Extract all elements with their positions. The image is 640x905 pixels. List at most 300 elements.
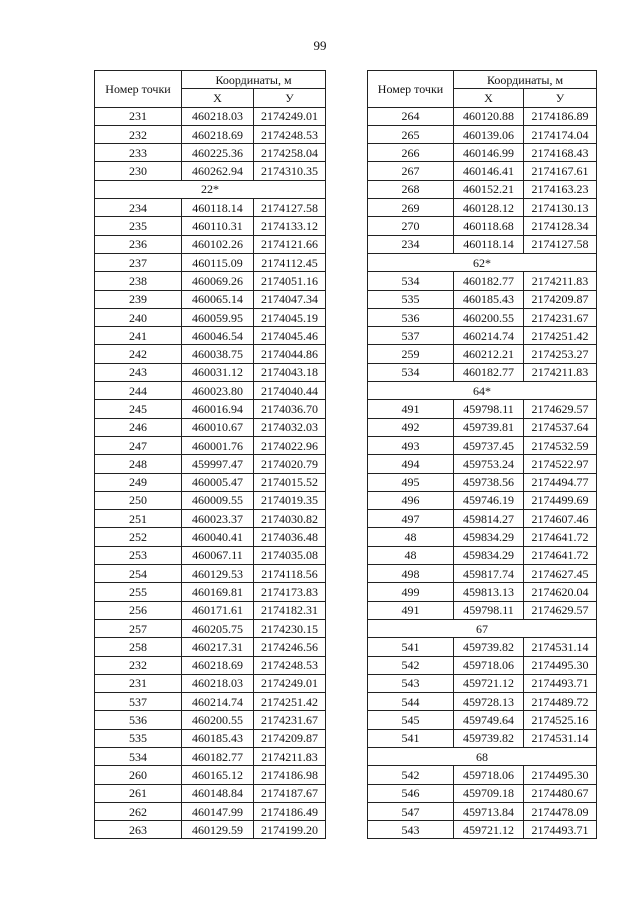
y-coordinate-cell: 2174230.15: [254, 619, 326, 637]
table-row: [368, 345, 597, 363]
y-coordinate-cell: 2174036.70: [254, 400, 326, 418]
table-row: [95, 345, 326, 363]
point-number-cell: 252: [95, 528, 182, 546]
point-number-cell: 232: [95, 656, 182, 674]
table-row: [95, 747, 326, 765]
x-coordinate-cell: 460185.43: [182, 729, 254, 747]
table-row: [95, 729, 326, 747]
table-row: [368, 455, 597, 473]
section-label: 68: [368, 747, 597, 765]
table-row: [95, 107, 326, 125]
table-row: [368, 473, 597, 491]
x-coordinate-cell: 459746.19: [454, 491, 524, 509]
table-row: [95, 821, 326, 839]
table-row: [368, 107, 597, 125]
point-number-cell: 230: [95, 162, 182, 180]
y-coordinate-cell: 2174310.35: [254, 162, 326, 180]
y-coordinate-cell: 2174186.89: [524, 107, 597, 125]
point-number-cell: 535: [368, 290, 454, 308]
x-coordinate-cell: 460065.14: [182, 290, 254, 308]
point-number-cell: 534: [368, 272, 454, 290]
y-coordinate-cell: 2174121.66: [254, 235, 326, 253]
point-number-cell: 251: [95, 510, 182, 528]
point-number-cell: 246: [95, 418, 182, 436]
point-number-cell: 544: [368, 693, 454, 711]
x-coordinate-cell: 460023.37: [182, 510, 254, 528]
table-row: [368, 290, 597, 308]
table-row: [368, 565, 597, 583]
y-coordinate-cell: 2174045.46: [254, 327, 326, 345]
point-number-cell: 254: [95, 565, 182, 583]
point-number-cell: 494: [368, 455, 454, 473]
point-number-cell: 541: [368, 638, 454, 656]
x-coordinate-cell: 459997.47: [182, 455, 254, 473]
table-row: [368, 711, 597, 729]
header-x: X: [182, 89, 254, 107]
header-coordinates: Координаты, м: [182, 71, 326, 89]
y-coordinate-cell: 2174607.46: [524, 510, 597, 528]
x-coordinate-cell: 459721.12: [454, 821, 524, 839]
x-coordinate-cell: 459737.45: [454, 436, 524, 454]
x-coordinate-cell: 460102.26: [182, 235, 254, 253]
point-number-cell: 245: [95, 400, 182, 418]
y-coordinate-cell: 2174051.16: [254, 272, 326, 290]
y-coordinate-cell: 2174130.13: [524, 199, 597, 217]
y-coordinate-cell: 2174629.57: [524, 400, 597, 418]
x-coordinate-cell: 459721.12: [454, 674, 524, 692]
y-coordinate-cell: 2174493.71: [524, 821, 597, 839]
y-coordinate-cell: 2174209.87: [524, 290, 597, 308]
point-number-cell: 247: [95, 436, 182, 454]
point-number-cell: 257: [95, 619, 182, 637]
point-number-cell: 264: [368, 107, 454, 125]
y-coordinate-cell: 2174251.42: [524, 327, 597, 345]
x-coordinate-cell: 460182.77: [454, 272, 524, 290]
table-row: [368, 327, 597, 345]
point-number-cell: 266: [368, 144, 454, 162]
point-number-cell: 497: [368, 510, 454, 528]
point-number-cell: 255: [95, 583, 182, 601]
header-x: X: [454, 89, 524, 107]
point-number-cell: 543: [368, 821, 454, 839]
y-coordinate-cell: 2174629.57: [524, 601, 597, 619]
section-label: 67: [368, 619, 597, 637]
x-coordinate-cell: 460016.94: [182, 400, 254, 418]
x-coordinate-cell: 460001.76: [182, 436, 254, 454]
x-coordinate-cell: 460171.61: [182, 601, 254, 619]
x-coordinate-cell: 459739.82: [454, 638, 524, 656]
table-row: [95, 308, 326, 326]
table-row: [368, 656, 597, 674]
table-row: [368, 436, 597, 454]
y-coordinate-cell: 2174209.87: [254, 729, 326, 747]
point-number-cell: 537: [95, 693, 182, 711]
x-coordinate-cell: 460009.55: [182, 491, 254, 509]
section-row: [368, 747, 597, 765]
x-coordinate-cell: 460023.80: [182, 382, 254, 400]
point-number-cell: 546: [368, 784, 454, 802]
x-coordinate-cell: 459834.29: [454, 528, 524, 546]
table-row: [95, 382, 326, 400]
table-row: [368, 583, 597, 601]
table-row: [95, 802, 326, 820]
point-number-cell: 231: [95, 107, 182, 125]
point-number-cell: 535: [95, 729, 182, 747]
y-coordinate-cell: 2174525.16: [524, 711, 597, 729]
x-coordinate-cell: 460214.74: [182, 693, 254, 711]
y-coordinate-cell: 2174040.44: [254, 382, 326, 400]
point-number-cell: 48: [368, 528, 454, 546]
coordinates-table-left: [94, 70, 326, 839]
table-row: [95, 162, 326, 180]
y-coordinate-cell: 2174015.52: [254, 473, 326, 491]
table-row: [95, 619, 326, 637]
point-number-cell: 270: [368, 217, 454, 235]
x-coordinate-cell: 460200.55: [182, 711, 254, 729]
y-coordinate-cell: 2174620.04: [524, 583, 597, 601]
table-row: [368, 784, 597, 802]
table-row: [95, 693, 326, 711]
x-coordinate-cell: 459798.11: [454, 400, 524, 418]
x-coordinate-cell: 460212.21: [454, 345, 524, 363]
point-number-cell: 242: [95, 345, 182, 363]
point-number-cell: 239: [95, 290, 182, 308]
x-coordinate-cell: 460148.84: [182, 784, 254, 802]
table-row: [95, 400, 326, 418]
y-coordinate-cell: 2174127.58: [524, 235, 597, 253]
y-coordinate-cell: 2174186.49: [254, 802, 326, 820]
y-coordinate-cell: 2174187.67: [254, 784, 326, 802]
table-row: [368, 528, 597, 546]
y-coordinate-cell: 2174641.72: [524, 546, 597, 564]
table-row: [368, 821, 597, 839]
y-coordinate-cell: 2174627.45: [524, 565, 597, 583]
point-number-cell: 231: [95, 674, 182, 692]
y-coordinate-cell: 2174251.42: [254, 693, 326, 711]
x-coordinate-cell: 460147.99: [182, 802, 254, 820]
y-coordinate-cell: 2174182.31: [254, 601, 326, 619]
coordinates-table-right: [367, 70, 597, 839]
x-coordinate-cell: 460010.67: [182, 418, 254, 436]
y-coordinate-cell: 2174133.12: [254, 217, 326, 235]
header-point-number: Номер точки: [368, 71, 454, 108]
table-row: [95, 473, 326, 491]
y-coordinate-cell: 2174047.34: [254, 290, 326, 308]
x-coordinate-cell: 460059.95: [182, 308, 254, 326]
point-number-cell: 499: [368, 583, 454, 601]
point-number-cell: 236: [95, 235, 182, 253]
y-coordinate-cell: 2174167.61: [524, 162, 597, 180]
x-coordinate-cell: 459738.56: [454, 473, 524, 491]
point-number-cell: 253: [95, 546, 182, 564]
y-coordinate-cell: 2174489.72: [524, 693, 597, 711]
point-number-cell: 234: [368, 235, 454, 253]
point-number-cell: 237: [95, 253, 182, 271]
table-row: [95, 674, 326, 692]
x-coordinate-cell: 459834.29: [454, 546, 524, 564]
point-number-cell: 250: [95, 491, 182, 509]
table-row: [368, 766, 597, 784]
y-coordinate-cell: 2174186.98: [254, 766, 326, 784]
point-number-cell: 543: [368, 674, 454, 692]
table-row: [95, 583, 326, 601]
point-number-cell: 547: [368, 802, 454, 820]
y-coordinate-cell: 2174030.82: [254, 510, 326, 528]
point-number-cell: 536: [95, 711, 182, 729]
point-number-cell: 263: [95, 821, 182, 839]
table-row: [368, 308, 597, 326]
x-coordinate-cell: 460205.75: [182, 619, 254, 637]
table-row: [368, 546, 597, 564]
point-number-cell: 542: [368, 766, 454, 784]
y-coordinate-cell: 2174531.14: [524, 638, 597, 656]
table-row: [95, 290, 326, 308]
x-coordinate-cell: 459753.24: [454, 455, 524, 473]
y-coordinate-cell: 2174495.30: [524, 766, 597, 784]
section-label: 62*: [368, 253, 597, 271]
y-coordinate-cell: 2174211.83: [524, 363, 597, 381]
point-number-cell: 269: [368, 199, 454, 217]
y-coordinate-cell: 2174258.04: [254, 144, 326, 162]
point-number-cell: 262: [95, 802, 182, 820]
x-coordinate-cell: 460067.11: [182, 546, 254, 564]
table-row: [95, 711, 326, 729]
x-coordinate-cell: 459739.81: [454, 418, 524, 436]
x-coordinate-cell: 460225.36: [182, 144, 254, 162]
x-coordinate-cell: 460218.69: [182, 125, 254, 143]
y-coordinate-cell: 2174044.86: [254, 345, 326, 363]
x-coordinate-cell: 460031.12: [182, 363, 254, 381]
x-coordinate-cell: 460118.68: [454, 217, 524, 235]
x-coordinate-cell: 459749.64: [454, 711, 524, 729]
header-y: У: [524, 89, 597, 107]
point-number-cell: 233: [95, 144, 182, 162]
y-coordinate-cell: 2174199.20: [254, 821, 326, 839]
x-coordinate-cell: 459813.13: [454, 583, 524, 601]
x-coordinate-cell: 459739.82: [454, 729, 524, 747]
table-row: [368, 693, 597, 711]
x-coordinate-cell: 460005.47: [182, 473, 254, 491]
x-coordinate-cell: 460200.55: [454, 308, 524, 326]
x-coordinate-cell: 460218.69: [182, 656, 254, 674]
y-coordinate-cell: 2174231.67: [254, 711, 326, 729]
x-coordinate-cell: 460218.03: [182, 674, 254, 692]
table-row: [95, 363, 326, 381]
section-row: [368, 253, 597, 271]
x-coordinate-cell: 460118.14: [182, 199, 254, 217]
x-coordinate-cell: 460262.94: [182, 162, 254, 180]
table-row: [368, 144, 597, 162]
point-number-cell: 537: [368, 327, 454, 345]
table-row: [368, 674, 597, 692]
table-row: [95, 272, 326, 290]
table-row: [368, 272, 597, 290]
x-coordinate-cell: 459728.13: [454, 693, 524, 711]
point-number-cell: 259: [368, 345, 454, 363]
table-row: [368, 638, 597, 656]
x-coordinate-cell: 460129.59: [182, 821, 254, 839]
table-row: [95, 455, 326, 473]
point-number-cell: 545: [368, 711, 454, 729]
y-coordinate-cell: 2174253.27: [524, 345, 597, 363]
y-coordinate-cell: 2174211.83: [254, 747, 326, 765]
point-number-cell: 238: [95, 272, 182, 290]
table-row: [368, 180, 597, 198]
table-row: [95, 125, 326, 143]
y-coordinate-cell: 2174478.09: [524, 802, 597, 820]
table-row: [95, 565, 326, 583]
point-number-cell: 240: [95, 308, 182, 326]
point-number-cell: 256: [95, 601, 182, 619]
point-number-cell: 261: [95, 784, 182, 802]
point-number-cell: 249: [95, 473, 182, 491]
point-number-cell: 235: [95, 217, 182, 235]
table-row: [95, 656, 326, 674]
x-coordinate-cell: 460214.74: [454, 327, 524, 345]
x-coordinate-cell: 460110.31: [182, 217, 254, 235]
y-coordinate-cell: 2174022.96: [254, 436, 326, 454]
table-row: [368, 729, 597, 747]
x-coordinate-cell: 460217.31: [182, 638, 254, 656]
point-number-cell: 248: [95, 455, 182, 473]
y-coordinate-cell: 2174495.30: [524, 656, 597, 674]
point-number-cell: 498: [368, 565, 454, 583]
x-coordinate-cell: 460185.43: [454, 290, 524, 308]
x-coordinate-cell: 460040.41: [182, 528, 254, 546]
point-number-cell: 534: [95, 747, 182, 765]
x-coordinate-cell: 460046.54: [182, 327, 254, 345]
point-number-cell: 258: [95, 638, 182, 656]
x-coordinate-cell: 459817.74: [454, 565, 524, 583]
y-coordinate-cell: 2174043.18: [254, 363, 326, 381]
table-row: [368, 601, 597, 619]
table-row: [368, 162, 597, 180]
x-coordinate-cell: 459718.06: [454, 656, 524, 674]
table-row: [95, 510, 326, 528]
point-number-cell: 534: [368, 363, 454, 381]
point-number-cell: 241: [95, 327, 182, 345]
x-coordinate-cell: 460120.88: [454, 107, 524, 125]
table-row: [368, 491, 597, 509]
y-coordinate-cell: 2174118.56: [254, 565, 326, 583]
point-number-cell: 244: [95, 382, 182, 400]
x-coordinate-cell: 460182.77: [454, 363, 524, 381]
section-row: [368, 619, 597, 637]
point-number-cell: 491: [368, 400, 454, 418]
x-coordinate-cell: 459718.06: [454, 766, 524, 784]
point-number-cell: 536: [368, 308, 454, 326]
x-coordinate-cell: 460139.06: [454, 125, 524, 143]
header-point-number: Номер точки: [95, 71, 182, 108]
y-coordinate-cell: 2174211.83: [524, 272, 597, 290]
y-coordinate-cell: 2174537.64: [524, 418, 597, 436]
y-coordinate-cell: 2174045.19: [254, 308, 326, 326]
table-row: [368, 418, 597, 436]
section-row: [368, 382, 597, 400]
table-row: [95, 784, 326, 802]
point-number-cell: 232: [95, 125, 182, 143]
y-coordinate-cell: 2174493.71: [524, 674, 597, 692]
point-number-cell: 260: [95, 766, 182, 784]
point-number-cell: 267: [368, 162, 454, 180]
point-number-cell: 234: [95, 199, 182, 217]
y-coordinate-cell: 2174127.58: [254, 199, 326, 217]
y-coordinate-cell: 2174128.34: [524, 217, 597, 235]
y-coordinate-cell: 2174531.14: [524, 729, 597, 747]
y-coordinate-cell: 2174249.01: [254, 107, 326, 125]
table-row: [368, 363, 597, 381]
table-row: [95, 546, 326, 564]
x-coordinate-cell: 460169.81: [182, 583, 254, 601]
point-number-cell: 496: [368, 491, 454, 509]
table-row: [368, 199, 597, 217]
y-coordinate-cell: 2174249.01: [254, 674, 326, 692]
table-row: [95, 235, 326, 253]
x-coordinate-cell: 460038.75: [182, 345, 254, 363]
y-coordinate-cell: 2174112.45: [254, 253, 326, 271]
x-coordinate-cell: 460115.09: [182, 253, 254, 271]
y-coordinate-cell: 2174641.72: [524, 528, 597, 546]
table-row: [95, 418, 326, 436]
section-label: 64*: [368, 382, 597, 400]
table-row: [368, 217, 597, 235]
header-coordinates: Координаты, м: [454, 71, 597, 89]
y-coordinate-cell: 2174248.53: [254, 125, 326, 143]
point-number-cell: 541: [368, 729, 454, 747]
table-row: [95, 638, 326, 656]
y-coordinate-cell: 2174173.83: [254, 583, 326, 601]
x-coordinate-cell: 460128.12: [454, 199, 524, 217]
y-coordinate-cell: 2174019.35: [254, 491, 326, 509]
x-coordinate-cell: 460146.41: [454, 162, 524, 180]
header-y: У: [254, 89, 326, 107]
y-coordinate-cell: 2174032.03: [254, 418, 326, 436]
table-row: [95, 217, 326, 235]
point-number-cell: 243: [95, 363, 182, 381]
table-row: [368, 510, 597, 528]
table-row: [95, 253, 326, 271]
x-coordinate-cell: 460152.21: [454, 180, 524, 198]
page-number: 99: [313, 38, 327, 53]
y-coordinate-cell: 2174480.67: [524, 784, 597, 802]
point-number-cell: 495: [368, 473, 454, 491]
point-number-cell: 542: [368, 656, 454, 674]
y-coordinate-cell: 2174246.56: [254, 638, 326, 656]
point-number-cell: 265: [368, 125, 454, 143]
table-row: [95, 528, 326, 546]
x-coordinate-cell: 460129.53: [182, 565, 254, 583]
table-row: [95, 436, 326, 454]
x-coordinate-cell: 459709.18: [454, 784, 524, 802]
y-coordinate-cell: 2174168.43: [524, 144, 597, 162]
table-row: [368, 235, 597, 253]
table-row: [95, 766, 326, 784]
point-number-cell: 48: [368, 546, 454, 564]
y-coordinate-cell: 2174174.04: [524, 125, 597, 143]
table-row: [368, 802, 597, 820]
x-coordinate-cell: 460218.03: [182, 107, 254, 125]
table-row: [95, 491, 326, 509]
table-row: [95, 144, 326, 162]
x-coordinate-cell: 460165.12: [182, 766, 254, 784]
x-coordinate-cell: 459798.11: [454, 601, 524, 619]
point-number-cell: 491: [368, 601, 454, 619]
table-row: [95, 327, 326, 345]
x-coordinate-cell: 460182.77: [182, 747, 254, 765]
table-row: [95, 199, 326, 217]
y-coordinate-cell: 2174163.23: [524, 180, 597, 198]
y-coordinate-cell: 2174522.97: [524, 455, 597, 473]
